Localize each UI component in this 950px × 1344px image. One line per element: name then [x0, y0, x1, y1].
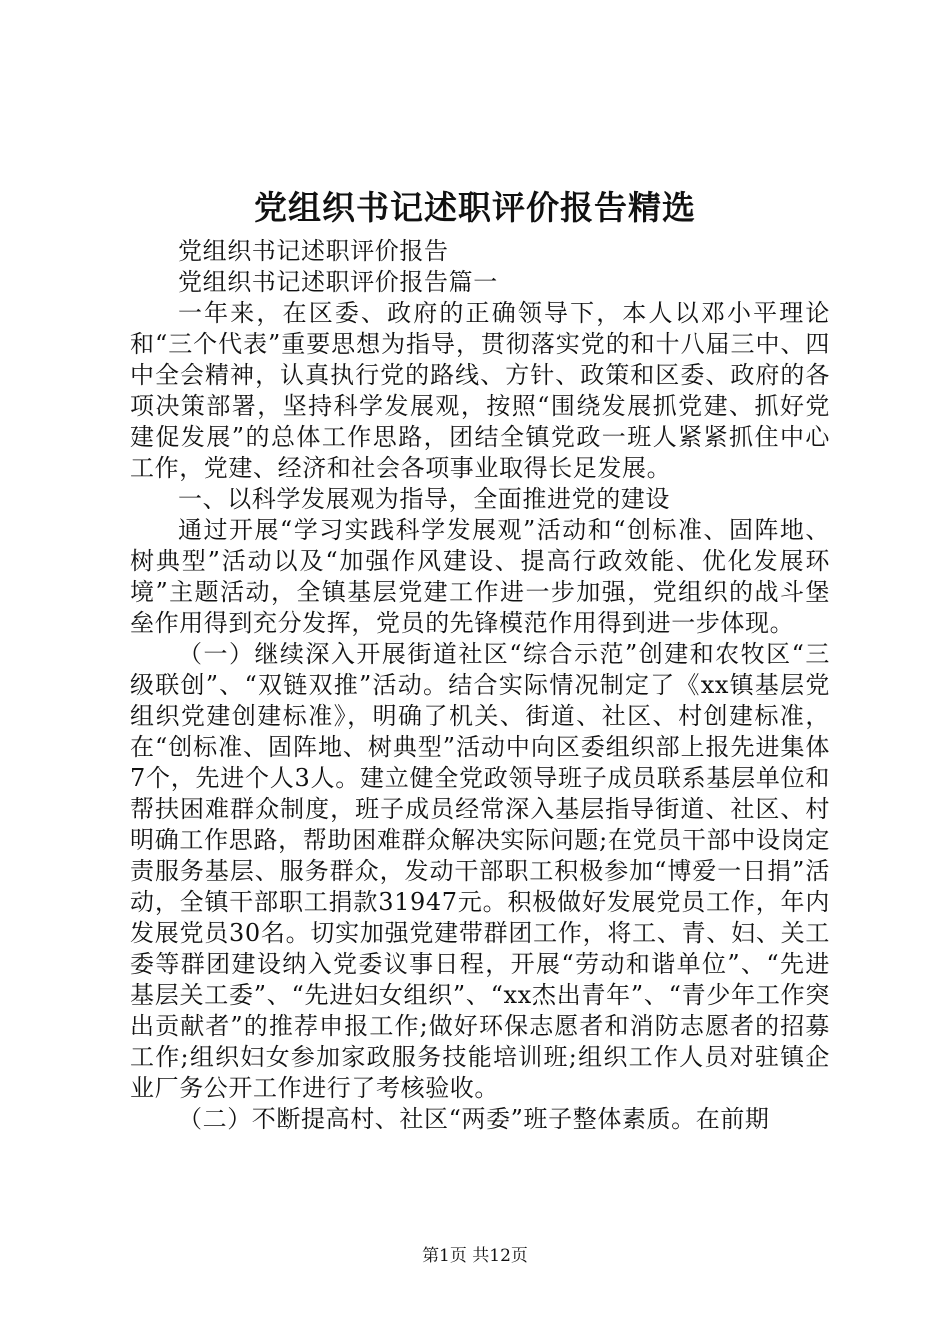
- document-body: [130, 236, 830, 1135]
- subtitle-paragraph: 党组织书记述职评价报告: [178, 237, 449, 265]
- section-heading-paragraph: 党组织书记述职评价报告篇一: [178, 268, 498, 296]
- section-one-heading: 一、以科学发展观为指导，全面推进党的建设: [178, 485, 670, 513]
- page-footer: 第1页 共12页: [422, 1246, 528, 1266]
- body-paragraph: （二）不断提高村、社区“两委”班子整体素质。在前期: [178, 1105, 770, 1133]
- body-paragraph: 通过开展“学习实践科学发展观”活动和“创标准、固阵地、树典型”活动以及“加强作风建设、提高行政效能、优化发展环境”主题活动，全镇基层党建工作进一步加强，党组织的战斗堡垒作用得到充分发挥，党员的先锋模范作用得到进一步体现。: [130, 516, 830, 637]
- document-title: 党组织书记述职评价报告精选: [254, 188, 696, 227]
- intro-paragraph: 一年来，在区委、政府的正确领导下，本人以邓小平理论和“三个代表”重要思想为指导，贯彻落实党的和十八届三中、四中全会精神，认真执行党的路线、方针、政策和区委、政府的各项决策部署，坚持科学发展观，按照“围绕发展抓党建、抓好党建促发展”的总体工作思路，团结全镇党政一班人紧紧抓住中心工作，党建、经济和社会各项事业取得长足发展。: [130, 299, 830, 482]
- body-paragraph: （一）继续深入开展街道社区“综合示范”创建和农牧区“三级联创”、“双链双推”活动。结合实际情况制定了《xx镇基层党组织党建创建标准》，明确了机关、街道、社区、村创建标准，在“创标准、固阵地、树典型”活动中向区委组织部上报先进集体7个，先进个人3人。建立健全党政领导班子成员联系基层单位和帮扶困难群众制度，班子成员经常深入基层指导街道、社区、村明确工作思路，帮助困难群众解决实际问题;在党员干部中设岗定责服务基层、服务群众，发动干部职工积极参加“博爱一日捐”活动，全镇干部职工捐款31947元。积极做好发展党员工作，年内发展党员30名。切实加强党建带群团工作，将工、青、妇、关工委等群团建设纳入党委议事日程，开展“劳动和谐单位”、“先进基层关工委”、“先进妇女组织”、“xx杰出青年”、“青少年工作突出贡献者”的推荐申报工作;做好环保志愿者和消防志愿者的招募工作;组织妇女参加家政服务技能培训班;组织工作人员对驻镇企业厂务公开工作进行了考核验收。: [130, 640, 830, 1102]
